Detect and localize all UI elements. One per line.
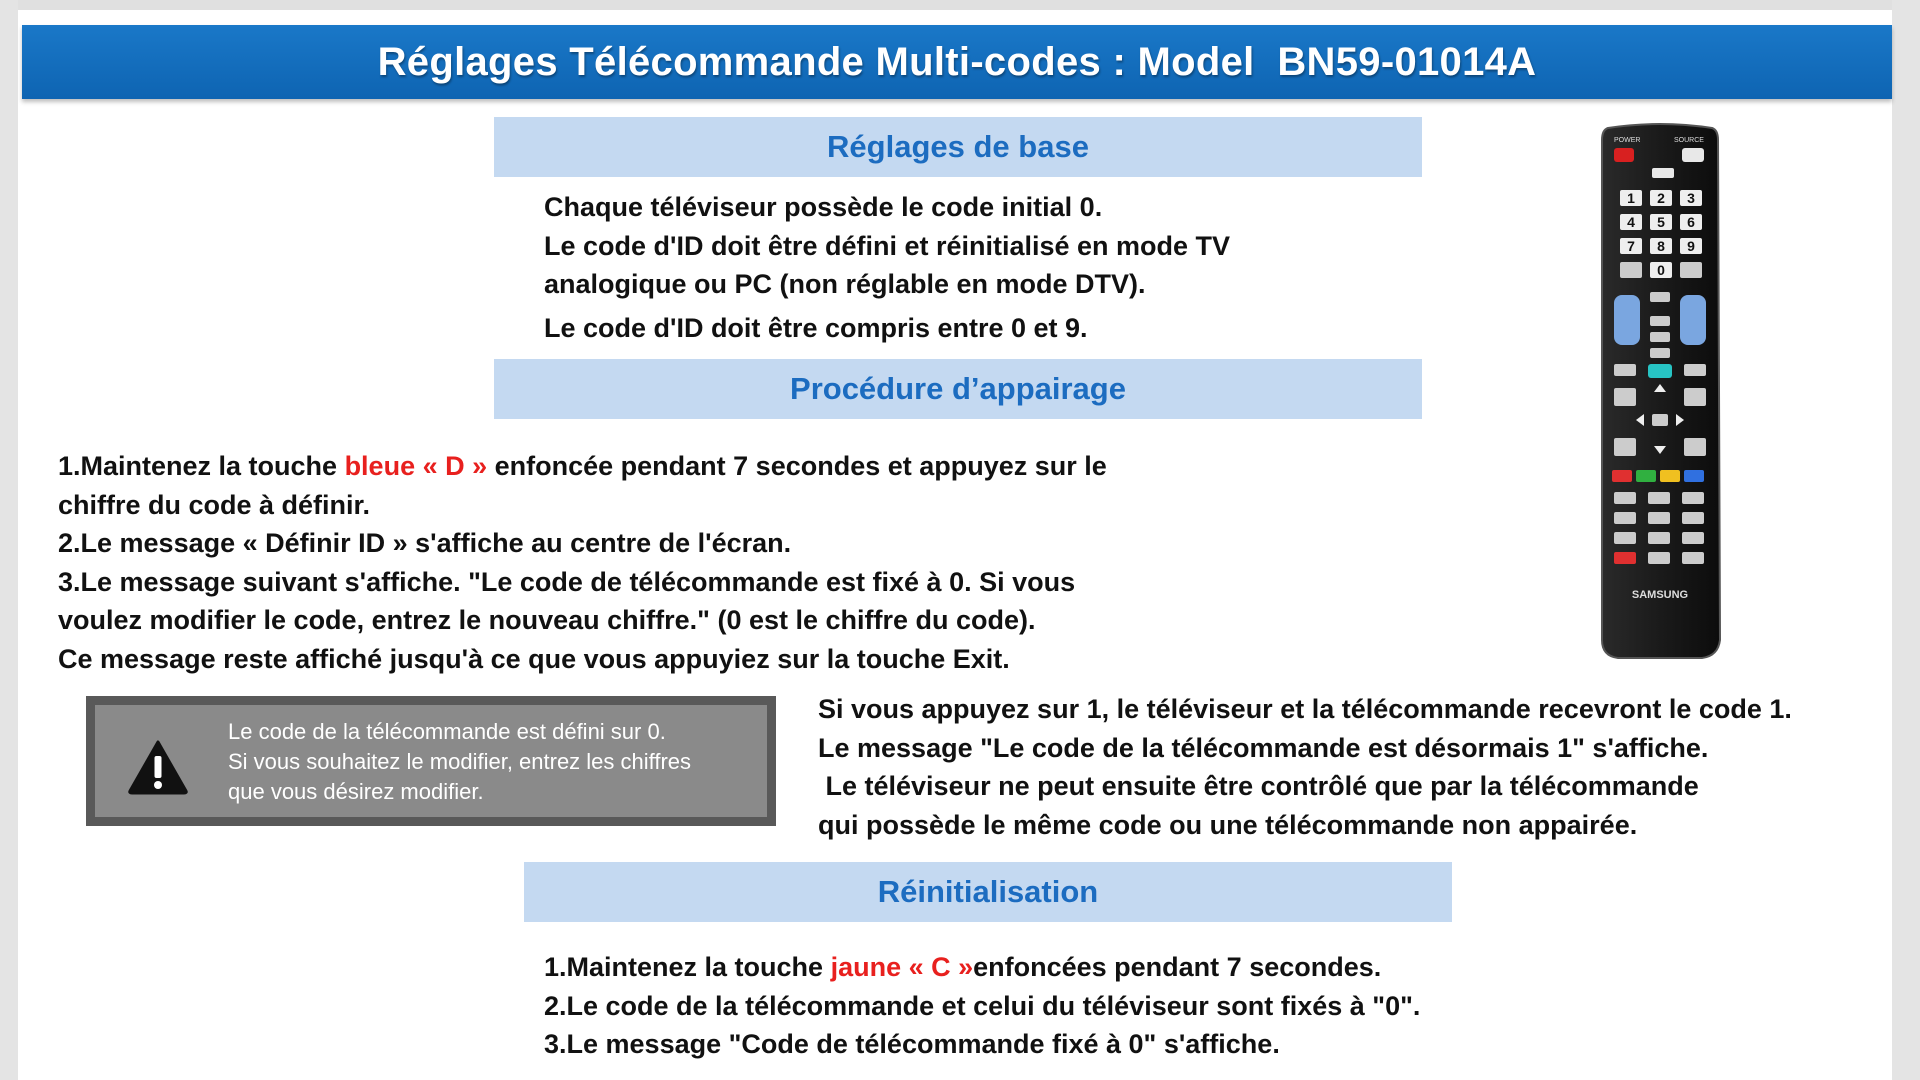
key-prech — [1680, 262, 1702, 278]
page-border-top — [0, 0, 1920, 10]
pairing-step-2: 2.Le message « Définir ID » s'affiche au centre de l'écran. — [58, 528, 792, 558]
step-text: enfoncée pendant 7 secondes et appuyez sur le — [487, 451, 1107, 481]
info-button — [1684, 388, 1706, 406]
rewind-button — [1614, 532, 1636, 544]
func-button — [1682, 492, 1704, 504]
press1-line: Le message "Le code de la télécommande est désormais 1" s'affiche. — [818, 732, 1709, 763]
func-button — [1682, 512, 1704, 524]
base-line: Chaque téléviseur possède le code initial 0. — [544, 192, 1103, 222]
onscreen-message-text — [228, 717, 691, 807]
message-line: Si vous souhaitez le modifier, entrez les chiffres — [228, 749, 692, 774]
record-button — [1614, 552, 1636, 564]
red-a-button — [1612, 470, 1632, 482]
key-label: 5 — [1657, 214, 1665, 230]
pairing-step-3-cont: Ce message reste affiché jusqu'à ce que vous appuyiez sur la touche Exit. — [58, 643, 1010, 674]
menu-button — [1650, 348, 1670, 358]
stop-button — [1682, 552, 1704, 564]
press1-line: Le téléviseur ne peut ensuite être contrôlé que par la télécommande — [818, 771, 1699, 801]
warning-triangle-icon — [127, 739, 189, 795]
func-button — [1648, 492, 1670, 504]
key-label: 4 — [1627, 214, 1635, 230]
source-label: SOURCE — [1674, 137, 1704, 144]
message-line: Le code de la télécommande est défini sur 0. — [228, 719, 666, 744]
media-button — [1650, 332, 1670, 342]
base-line: Le code d'ID doit être défini et réinitialisé en mode TV — [544, 230, 1231, 261]
reset-text — [544, 948, 1420, 1064]
key-label: 1 — [1627, 190, 1635, 206]
power-label: POWER — [1614, 137, 1641, 144]
key-label: 9 — [1687, 238, 1695, 254]
press1-line: qui possède le même code ou une télécommande non appairée. — [818, 809, 1638, 840]
pairing-step-3: 3.Le message suivant s'affiche. "Le code de télécommande est fixé à 0. Si vous — [58, 566, 1076, 597]
guide-button — [1684, 364, 1706, 376]
key-label: 6 — [1687, 214, 1695, 230]
base-line: analogique ou PC (non réglable en mode DTV). — [544, 269, 1146, 299]
section-header-base — [494, 117, 1422, 177]
key-label: 3 — [1687, 190, 1695, 206]
blue-d-button — [1684, 470, 1704, 482]
key-ttx — [1620, 262, 1642, 278]
page-border-left — [0, 0, 18, 1080]
reset-step-1 — [544, 948, 1420, 987]
power-button — [1614, 148, 1634, 162]
section-header-pairing — [494, 359, 1422, 419]
hdmi-button — [1652, 168, 1674, 178]
mute-button — [1650, 292, 1670, 302]
source-button — [1682, 148, 1704, 162]
enter-button — [1652, 414, 1668, 426]
return-button — [1614, 438, 1636, 456]
fav-button — [1614, 364, 1636, 376]
step-text: 1.Maintenez la touche — [544, 952, 831, 982]
chlist-button — [1650, 316, 1670, 326]
key-label: 8 — [1657, 238, 1665, 254]
message-line: que vous désirez modifier. — [228, 779, 484, 804]
title-banner — [22, 25, 1892, 99]
section-title-pairing: Procédure d’appairage — [790, 371, 1126, 406]
remote-control-image — [1590, 120, 1730, 660]
yellow-c-button — [1660, 470, 1680, 482]
onscreen-message-panel — [95, 705, 767, 817]
cyan-button — [1648, 364, 1672, 378]
base-text — [544, 188, 1230, 347]
step-text: 1.Maintenez la touche — [58, 451, 345, 481]
press1-line: Si vous appuyez sur 1, le téléviseur et la télécommande recevront le code 1. — [818, 694, 1792, 724]
func-button — [1614, 512, 1636, 524]
press1-text — [818, 690, 1792, 844]
pause-button — [1648, 532, 1670, 544]
blue-d-key-label: bleue « D » — [344, 451, 488, 481]
volume-rocker — [1614, 295, 1640, 345]
forward-button — [1682, 532, 1704, 544]
yellow-c-key-label: jaune « C » — [830, 952, 974, 982]
page-border-right — [1892, 0, 1920, 1080]
green-b-button — [1636, 470, 1656, 482]
section-title-base: Réglages de base — [827, 129, 1089, 164]
key-label: 7 — [1627, 238, 1635, 254]
onscreen-message-box — [86, 696, 776, 826]
step-text: enfoncées pendant 7 secondes. — [973, 952, 1382, 982]
func-button — [1648, 512, 1670, 524]
pairing-step-1-cont: chiffre du code à définir. — [58, 489, 371, 520]
pairing-text — [58, 447, 1107, 678]
key-label: 0 — [1657, 262, 1665, 278]
channel-rocker — [1680, 295, 1706, 345]
section-title-reset: Réinitialisation — [877, 874, 1099, 909]
exit-button — [1684, 438, 1706, 456]
pairing-step-3-cont: voulez modifier le code, entrez le nouveau chiffre." (0 est le chiffre du code). — [58, 605, 1036, 635]
section-header-reset — [524, 862, 1452, 922]
play-button — [1648, 552, 1670, 564]
func-button — [1614, 492, 1636, 504]
remote-brand-logo: SAMSUNG — [1631, 589, 1689, 601]
page-title: Réglages Télécommande Multi-codes : Model BN59-01014A — [377, 39, 1537, 84]
reset-step-2: 2.Le code de la télécommande et celui du téléviseur sont fixés à "0". — [544, 990, 1421, 1021]
reset-step-3: 3.Le message "Code de télécommande fixé à 0" s'affiche. — [544, 1029, 1280, 1059]
pairing-step-1 — [58, 447, 1107, 486]
key-label: 2 — [1657, 190, 1665, 206]
base-line: Le code d'ID doit être compris entre 0 et 9. — [544, 312, 1088, 343]
tools-button — [1614, 388, 1636, 406]
